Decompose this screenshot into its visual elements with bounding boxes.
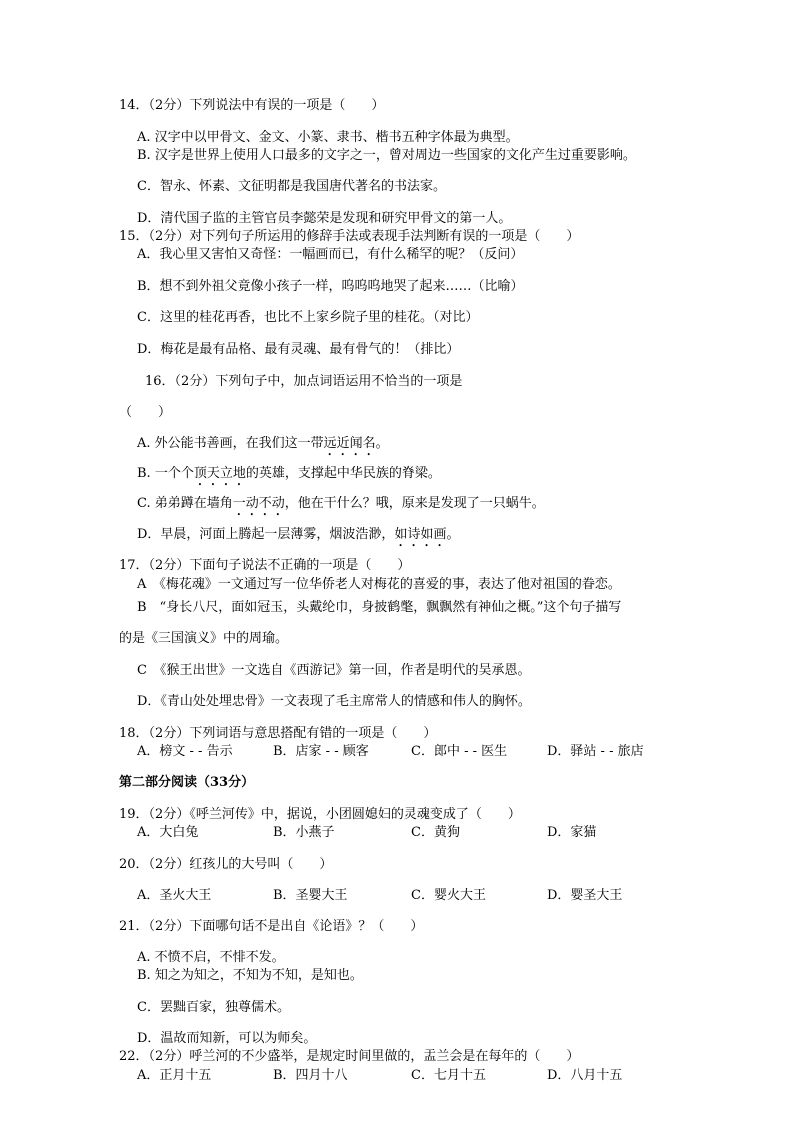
question-22-option-a: A．正月十五 — [137, 1068, 212, 1083]
question-20-option-b: B．圣婴大王 — [273, 888, 348, 903]
question-18-option-d: D．驿站 - - 旅店 — [547, 744, 644, 759]
question-17-option-b-line1: B “身长八尺，面如冠玉，头戴纶巾，身披鹤氅，飘飘然有神仙之概。”这个句子描写 — [137, 600, 622, 615]
question-16-option-c — [137, 496, 545, 519]
option-text: C. 弟弟蹲在墙角 — [137, 496, 233, 511]
question-16-paren: （ ） — [119, 405, 172, 420]
option-text: A. 外公能书善画，在我们这一带 — [137, 436, 324, 451]
question-14-option-a: A. 汉字中以甲骨文、金文、小篆、隶书、楷书五种字体最为典型。 — [137, 130, 519, 145]
option-text: 的英雄，支撑起中华民族的脊梁。 — [245, 466, 441, 481]
question-20-stem: 20．（2分）红孩儿的大号叫（ ） — [119, 857, 333, 872]
question-15-option-b: B．想不到外祖父竟像小孩子一样，呜呜呜地哭了起来……（比喻） — [137, 279, 524, 294]
question-17-option-c: C 《猴王出世》一文选自《西游记》第一回，作者是明代的吴承恩。 — [137, 663, 531, 678]
option-text: 。 — [375, 436, 389, 451]
question-18-stem: 18．（2分）下列词语与意思搭配有错的一项是（ ） — [119, 726, 437, 741]
question-19-option-b: B．小燕子 — [273, 825, 335, 840]
question-14-option-d: D．清代国子监的主管官员李懿荣是发现和研究甲骨文的第一人。 — [137, 211, 512, 226]
question-20-option-d: D．婴圣大王 — [547, 888, 623, 903]
question-16-option-d — [137, 527, 459, 550]
question-16-option-a — [137, 436, 389, 459]
question-15-option-d: D．梅花是最有品格、最有灵魂、最有骨气的！（排比） — [137, 342, 460, 357]
question-16-option-b — [137, 466, 441, 489]
option-text: D．早晨，河面上腾起一层薄雾，烟波浩渺， — [137, 527, 395, 542]
question-14-option-c: C．智永、怀素、文征明都是我国唐代著名的书法家。 — [137, 179, 446, 194]
option-text: 。 — [446, 527, 460, 542]
question-18-option-b: B．店家 - - 顾客 — [273, 744, 369, 759]
option-text: B. 一个个 — [137, 466, 194, 481]
question-21-option-d: D．温故而知新，可以为师矣。 — [137, 1031, 317, 1046]
question-17-option-a: A 《梅花魂》一文通过写一位华侨老人对梅花的喜爱的事，表达了他对祖国的眷恋。 — [137, 577, 621, 592]
question-21-option-b: B. 知之为知之，不知为不知，是知也。 — [137, 968, 363, 983]
dotted-word: 顶天立地 — [193, 466, 246, 481]
question-21-option-c: C．罢黜百家，独尊儒术。 — [137, 1000, 290, 1015]
question-14-stem: 14．（2分）下列说法中有误的一项是（ ） — [119, 98, 385, 113]
question-17-stem: 17．（2分）下面句子说法不正确的一项是（ ） — [119, 558, 411, 573]
dotted-word: 一动不动 — [232, 496, 285, 511]
question-22-option-b: B．四月十八 — [273, 1068, 348, 1083]
section-heading: 第二部分阅读（33分） — [119, 775, 255, 790]
question-17-option-b-line2: 的是《三国演义》中的周瑜。 — [119, 631, 289, 646]
question-20-option-a: A．圣火大王 — [137, 888, 212, 903]
question-18-option-a: A．榜文 - - 告示 — [137, 744, 233, 759]
question-19-stem: 19．（2分）《呼兰河传》中，据说，小团圆媳妇的灵魂变成了（ ） — [119, 807, 521, 822]
question-15-stem: 15．（2分）对下列句子所运用的修辞手法或表现手法判断有误的一项是（ ） — [119, 229, 580, 244]
question-22-option-d: D．八月十五 — [547, 1068, 623, 1083]
question-21-stem: 21．（2分）下面哪句话不是出自《论语》？（ ） — [119, 919, 424, 934]
question-15-option-c: C．这里的桂花再香，也比不上家乡院子里的桂花。（对比） — [137, 310, 479, 325]
question-22-stem: 22．（2分）呼兰河的不少盛举，是规定时间里做的，盂兰会是在每年的（ ） — [119, 1049, 580, 1064]
question-19-option-c: C．黄狗 — [411, 825, 460, 840]
question-18-option-c: C．郎中 - - 医生 — [411, 744, 508, 759]
question-14-option-b: B. 汉字是世界上使用人口最多的文字之一，曾对周边一些国家的文化产生过重要影响。 — [137, 148, 636, 163]
dotted-word: 如诗如画 — [394, 527, 447, 542]
question-22-option-c: C．七月十五 — [411, 1068, 486, 1083]
question-15-option-a: A．我心里又害怕又奇怪：一幅画而已，有什么稀罕的呢？（反问） — [137, 247, 524, 262]
question-20-option-c: C．婴火大王 — [411, 888, 486, 903]
question-16-stem: 16．（2分）下列句子中，加点词语运用不恰当的一项是 — [145, 374, 463, 389]
question-17-option-d: D．《青山处处埋忠骨》一文表现了毛主席常人的情感和伟人的胸怀。 — [137, 694, 531, 709]
option-text: ，他在干什么？哦，原来是发现了一只蜗牛。 — [284, 496, 545, 511]
question-19-option-a: A．大白兔 — [137, 825, 199, 840]
question-21-option-a: A. 不愤不启，不悱不发。 — [137, 950, 285, 965]
dotted-word: 远近闻名 — [323, 436, 376, 451]
question-19-option-d: D．家猫 — [547, 825, 597, 840]
